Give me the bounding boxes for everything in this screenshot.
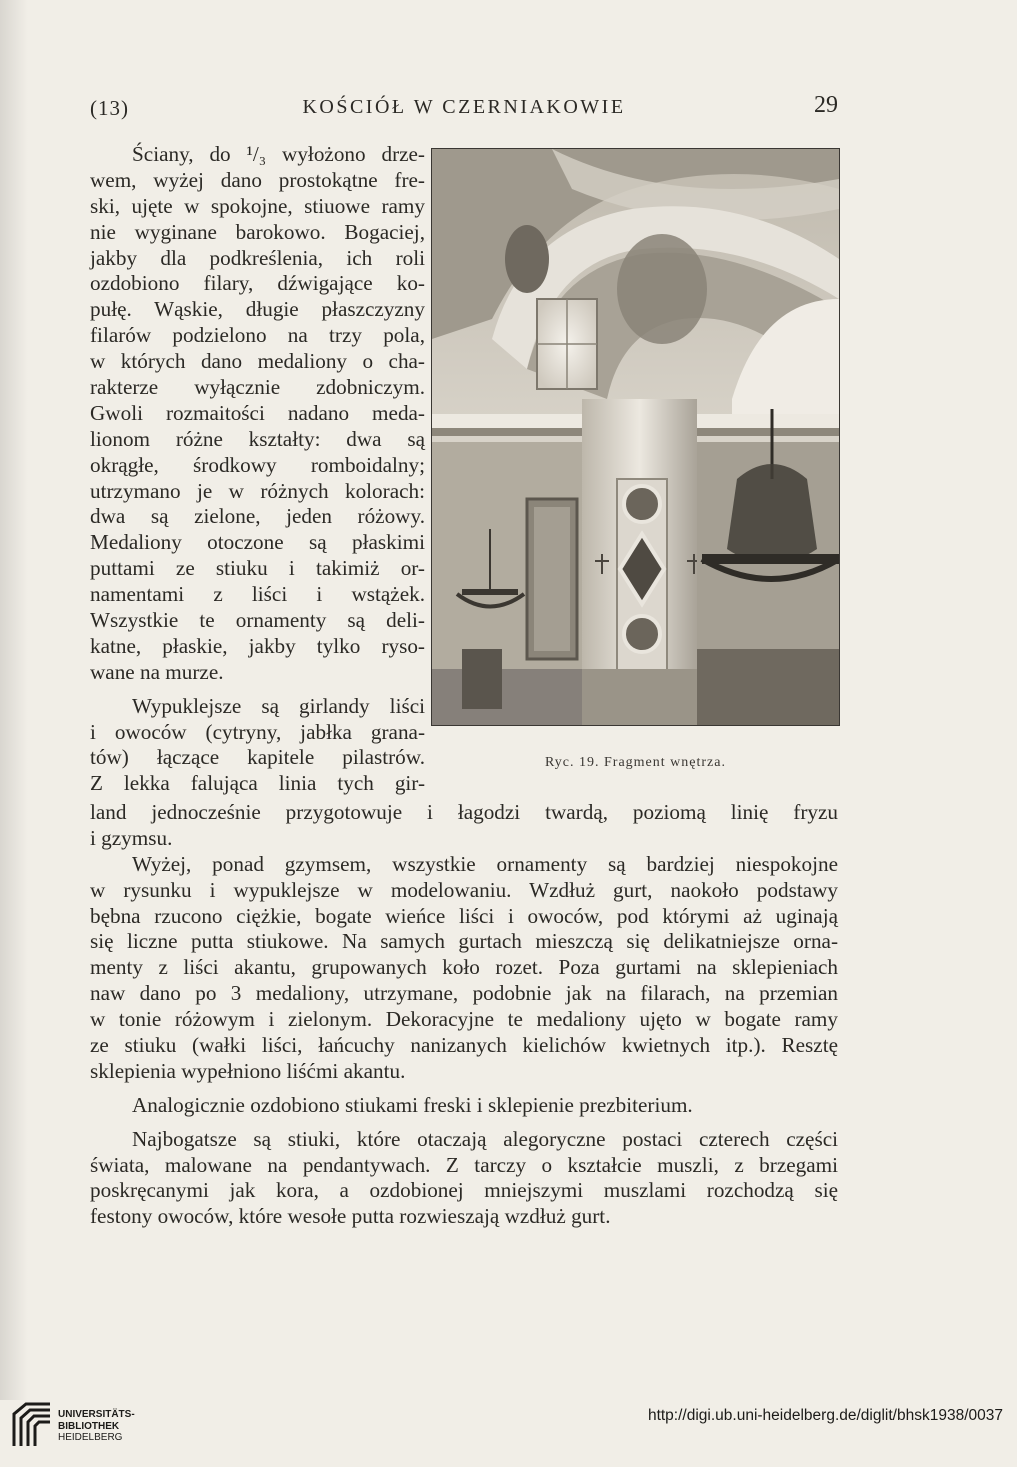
paragraph-2-narrow (90, 694, 425, 798)
text-line: wem, wyżej dano prostokątne fre- (90, 167, 425, 192)
text-line: land jednocześnie przygotowuje i łagodzi twardą, poziomą linię fryzu (90, 800, 838, 824)
text-line: okrągłe, środkowy romboidalny; (90, 452, 425, 477)
text-line: ozdobiono filary, dźwigające ko- (90, 271, 425, 296)
text-line: pułę. Wąskie, długie płaszczyzny (90, 297, 425, 322)
church-interior-photo (431, 148, 840, 726)
paragraph-2-continued (90, 800, 838, 852)
source-url: http://digi.ub.uni-heidelberg.de/diglit/bhsk1938/0037 (647, 1407, 1003, 1424)
paragraph-1 (90, 142, 425, 686)
text-line: w rysunku i wypuklejsze w modelowaniu. Wzdłuż gurt, naokoło podstawy (90, 877, 838, 902)
text-line: Wszystkie te ornamenty są deli- (90, 608, 425, 633)
text-line: bębna rzucono ciężkie, bogate wieńce liści i owoców, pod którymi aż uginają (90, 903, 838, 928)
text-line: rakterze wyłącznie zdobniczym. (90, 375, 425, 400)
text-line: Analogicznie ozdobiono stiukami freski i sklepienie prezbiterium. (132, 1092, 693, 1117)
text-line: lionom różne kształty: dwa są (90, 426, 425, 451)
page-edge-shadow (0, 0, 28, 1400)
page-marker: (13) (90, 96, 129, 120)
figure-caption: Ryc. 19. Fragment wnętrza. (545, 755, 726, 770)
text-line: Wyżej, ponad gzymsem, wszystkie ornamenty są bardziej niespokojne (132, 851, 838, 876)
text-line: filarów podzielono na trzy pola, (90, 323, 425, 348)
text-line: i gzymsu. (90, 825, 173, 850)
text-line: ski, ujęte w spokojne, stiuowe ramy (90, 193, 425, 218)
logo-line-1: UNIVERSITÄTS- (58, 1409, 135, 1420)
paragraph-5 (90, 1127, 838, 1231)
text-line: namentami z liści i wstążek. (90, 582, 425, 607)
text-line: Ściany, do ¹/₃ wyłożono drze- (132, 142, 425, 166)
text-line: tów) łączące kapitele pilastrów. (90, 745, 425, 770)
narrow-column (90, 142, 425, 797)
text-line: nie wyginane barokowo. Bogaciej, (90, 219, 425, 244)
logo-line-3: HEIDELBERG (58, 1432, 123, 1443)
running-header (90, 92, 838, 122)
logo-line-2: BIBLIOTHEK (58, 1420, 120, 1432)
text-line: Najbogatsze są stiuki, które otaczają alegoryczne postaci czterech części (132, 1126, 838, 1151)
text-line: naw dano po 3 medaliony, utrzymane, podobnie jak na filarach, na przemian (90, 981, 838, 1006)
text-line: Z lekka falująca linia tych gir- (90, 771, 425, 796)
text-line: Gwoli rozmaitości nadano meda- (90, 400, 425, 425)
photo-image (432, 149, 839, 725)
text-line: świata, malowane na pendantywach. Z tarczy o kształcie muszli, z brzegami (90, 1152, 838, 1177)
text-line: poskręcanymi jak kora, a ozdobionej mniejszymi muszlami rozchodzą się (90, 1178, 838, 1203)
university-library-logo-icon (10, 1402, 54, 1448)
text-line: puttami ze stiuku i takimiż or- (90, 556, 425, 581)
text-line: katne, płaskie, jakby tylko ryso- (90, 633, 425, 658)
text-line: się liczne putta stiukowe. Na samych gurtach mieszczą się delikatniejsze orna- (90, 929, 838, 954)
text-line: utrzymano je w różnych kolorach: (90, 478, 425, 503)
library-logo (10, 1400, 140, 1456)
text-line: ze stiuku (wałki liści, łańcuchy nanizanych kielichów kwietnych itp.). Resztę (90, 1033, 838, 1058)
full-width-column (90, 800, 838, 1230)
text-line: Wypuklejsze są girlandy liści (132, 693, 425, 718)
text-line: jakby dla podkreślenia, ich roli (90, 245, 425, 270)
text-line: wane na murze. (90, 659, 224, 684)
text-line: menty z liści akantu, grupowanych koło rozet. Poza gurtami na sklepieniach (90, 955, 838, 980)
text-line: w których dano medaliony o cha- (90, 349, 425, 374)
text-line: Medaliony otoczone są płaskimi (90, 530, 425, 555)
paragraph-4 (90, 1093, 838, 1119)
paragraph-3 (90, 852, 838, 1085)
text-line: i owoców (cytryny, jabłka grana- (90, 719, 425, 744)
text-line: sklepienia wypełniono liśćmi akantu. (90, 1058, 406, 1083)
text-line: festony owoców, które wesołe putta rozwieszają wzdłuż gurt. (90, 1204, 611, 1229)
running-title: KOŚCIÓŁ W CZERNIAKOWIE (302, 96, 626, 118)
text-line: w tonie różowym i zielonym. Dekoracyjne te medaliony ujęto w bogate ramy (90, 1007, 838, 1032)
text-line: dwa są zielone, jeden różowy. (90, 504, 425, 529)
page-number: 29 (814, 92, 838, 118)
